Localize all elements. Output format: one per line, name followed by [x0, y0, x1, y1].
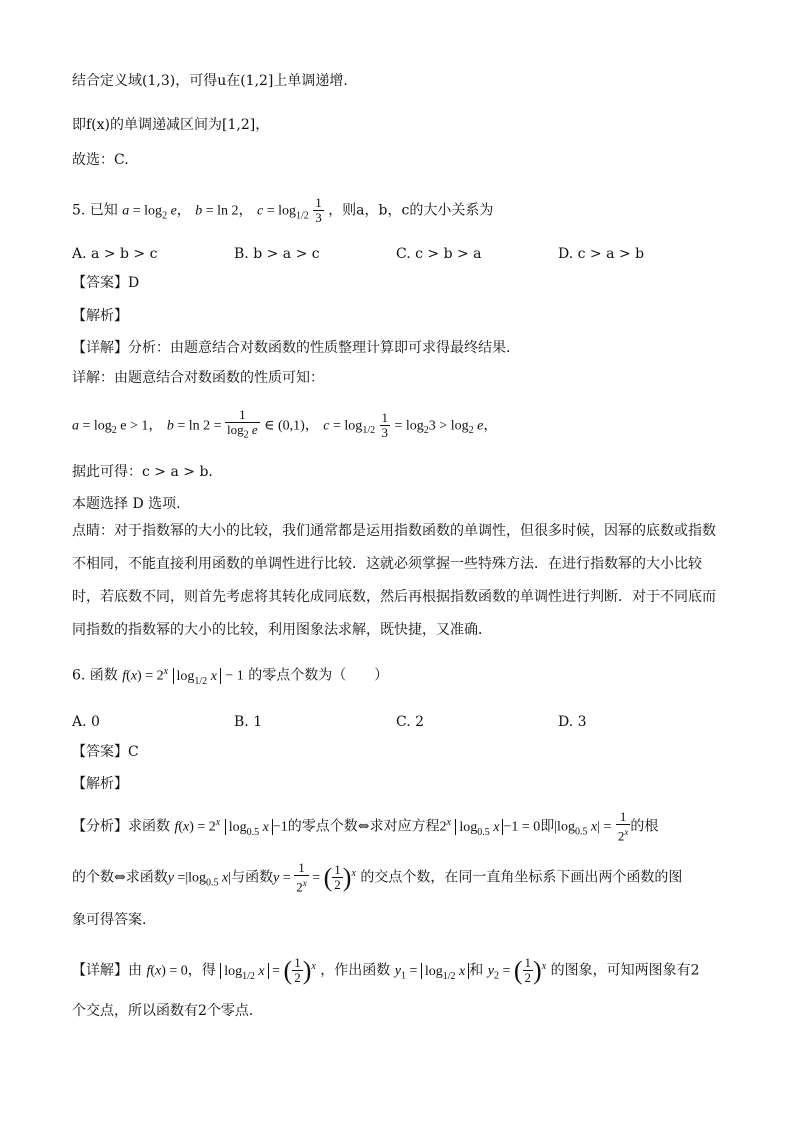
- q5-note-1: 点睛：对于指数幂的大小的比较，我们通常都是运用指数函数的单调性，但很多时候，因幂的底数或指数: [72, 523, 716, 539]
- q5-fraction: $\frac{1}{3}$: [315, 195, 322, 225]
- q5-tail: ，则a，b，c的大小关系为: [328, 202, 494, 219]
- analysis-text-a2: 的零点个数⇔求对应方程: [287, 818, 440, 835]
- text-line-domain: 结合定义域(1,3)，可得u在(1,2]上单调递增.: [72, 73, 348, 89]
- q5-note-4: 同指数的指数幂的大小的比较，利用图象法求解，既快捷，又准确．: [72, 622, 492, 638]
- q5-detail-2: 详解：由题意结合对数函数的性质可知：: [72, 370, 324, 386]
- q6-option-b: B. 1: [234, 714, 263, 730]
- q6-lead: 6. 函数: [72, 667, 118, 684]
- q6-analysis-heading: 【解析】: [72, 776, 128, 792]
- detail-text-d3: ，作出函数: [320, 962, 391, 979]
- q5-option-b: B. b > a > c: [234, 246, 320, 262]
- q5-option-a: A. a > b > c: [72, 246, 158, 262]
- text-line-choose-c: 故选：C.: [72, 152, 129, 168]
- analysis-text-b2: 与函数: [231, 869, 274, 886]
- q5-option-c: C. c > b > a: [396, 246, 482, 262]
- detail-label: 【详解】: [72, 340, 128, 356]
- detail-text-d4: 和: [469, 962, 484, 979]
- detail-text-d1: 由: [128, 962, 142, 979]
- text-line-decreasing-interval: 即f(x)的单调递减区间为[1,2]，: [72, 117, 270, 133]
- q6-option-c: C. 2: [396, 714, 425, 730]
- q6-detail-line-1: 【详解】由 f(x) = 0，得 $\log_{1/2} x$ = ( $\frac{1}{2}$ )$^x$ ，作出函数 $y_1 = \log_{1/2} x$ 和 $y_2$ = ( $\frac{1}{2}$ )$^x$ 的图象，可知两图象有2: [72, 955, 700, 985]
- q6-option-d: D. 3: [558, 714, 587, 730]
- q5-option-d: D. c > a > b: [558, 246, 645, 262]
- q6-detail-line-2: 个交点，所以函数有2个零点．: [72, 1003, 263, 1019]
- q6-abs-expression: $\log_{1/2} x$: [173, 668, 221, 684]
- q5-formula-c: c: [256, 203, 264, 219]
- analysis-text-b1: 的个数⇔求函数: [72, 869, 168, 886]
- question-6-stem: 6. 函数 $f(x) = 2^x$ $\log_{1/2} x - 1$ 的零点个数为（ ）: [72, 666, 389, 687]
- q5-note-3: 时，若底数不同，则首先考虑将其转化成同底数，然后再根据指数函数的单调性进行判断．对于不同底而: [72, 589, 716, 605]
- analysis-text-a3: 的根: [630, 818, 659, 835]
- answer-label: 【答案】: [72, 275, 128, 291]
- question-5-stem: 5. 已知 $a = \log_2 e$， b = ln 2， $c = \log_{1/2}$ $\frac{1}{3}$ ，则a，b，c的大小关系为: [72, 195, 494, 225]
- q5-formula-b: b: [195, 203, 203, 219]
- analysis-label: 【分析】: [72, 818, 128, 835]
- q6-tail: 的零点个数为（ ）: [248, 667, 389, 684]
- q5-note-2: 不相同，不能直接利用函数的单调性进行比较．这就必须掌握一些特殊方法．在进行指数幂的大小比较: [72, 556, 702, 572]
- detail-text-d5: 的图象，可知两图象有2: [550, 962, 700, 979]
- q5-formula-a: a: [122, 203, 130, 219]
- detail-text: 分析：由题意结合对数函数的性质整理计算即可求得最终结果.: [128, 340, 511, 356]
- q6-analysis-line-3: 象可得答案.: [72, 912, 147, 928]
- q5-choose: 本题选择 D 选项.: [72, 496, 181, 512]
- answer-label: 【答案】: [72, 744, 128, 760]
- q6-answer: [72, 742, 139, 762]
- answer-value: D: [128, 275, 140, 291]
- detail-text-d2: ，得: [187, 962, 216, 979]
- analysis-text-a1: 求函数: [128, 818, 170, 835]
- q5-lead: 5. 已知: [72, 202, 118, 219]
- q5-detail-1: [72, 338, 510, 358]
- detail-label: 【详解】: [72, 962, 128, 979]
- q5-analysis-heading: 【解析】: [72, 308, 128, 324]
- answer-value: C: [128, 744, 139, 760]
- q5-conclusion: 据此可得：c > a > b.: [72, 464, 213, 480]
- q5-derivation: $a = \log_2 e > 1$， b = ln 2 = $\frac{1}{\log_2 e}$ ∈ (0,1)， $c = \log_{1/2}$ $\frac{1}{3}$ = $\log_23 > \log_2 e$，: [72, 407, 498, 441]
- analysis-text-b3: 的交点个数，在同一直角坐标系下画出两个函数的图: [360, 869, 683, 886]
- q6-analysis-line-1: 【分析】求函数 $f(x) = 2^x$ $\log_{0.5} x -1$的零点个数⇔求对应方程2$^x$ $\log_{0.5} x -1 = 0$即$|\log_{0.5}$ x| = $\frac{1}{2^x}$ 的根: [72, 809, 659, 844]
- q6-option-a: A. 0: [72, 714, 100, 730]
- q6-analysis-line-2: 的个数⇔求函数$y =|\log_{0.5}$ x|与函数y = $\frac{1}{2^x}$ = ( $\frac{1}{2}$ )$^x$ 的交点个数，在同一直角坐标系下画出两个函数的图: [72, 860, 683, 895]
- q5-answer: [72, 273, 139, 293]
